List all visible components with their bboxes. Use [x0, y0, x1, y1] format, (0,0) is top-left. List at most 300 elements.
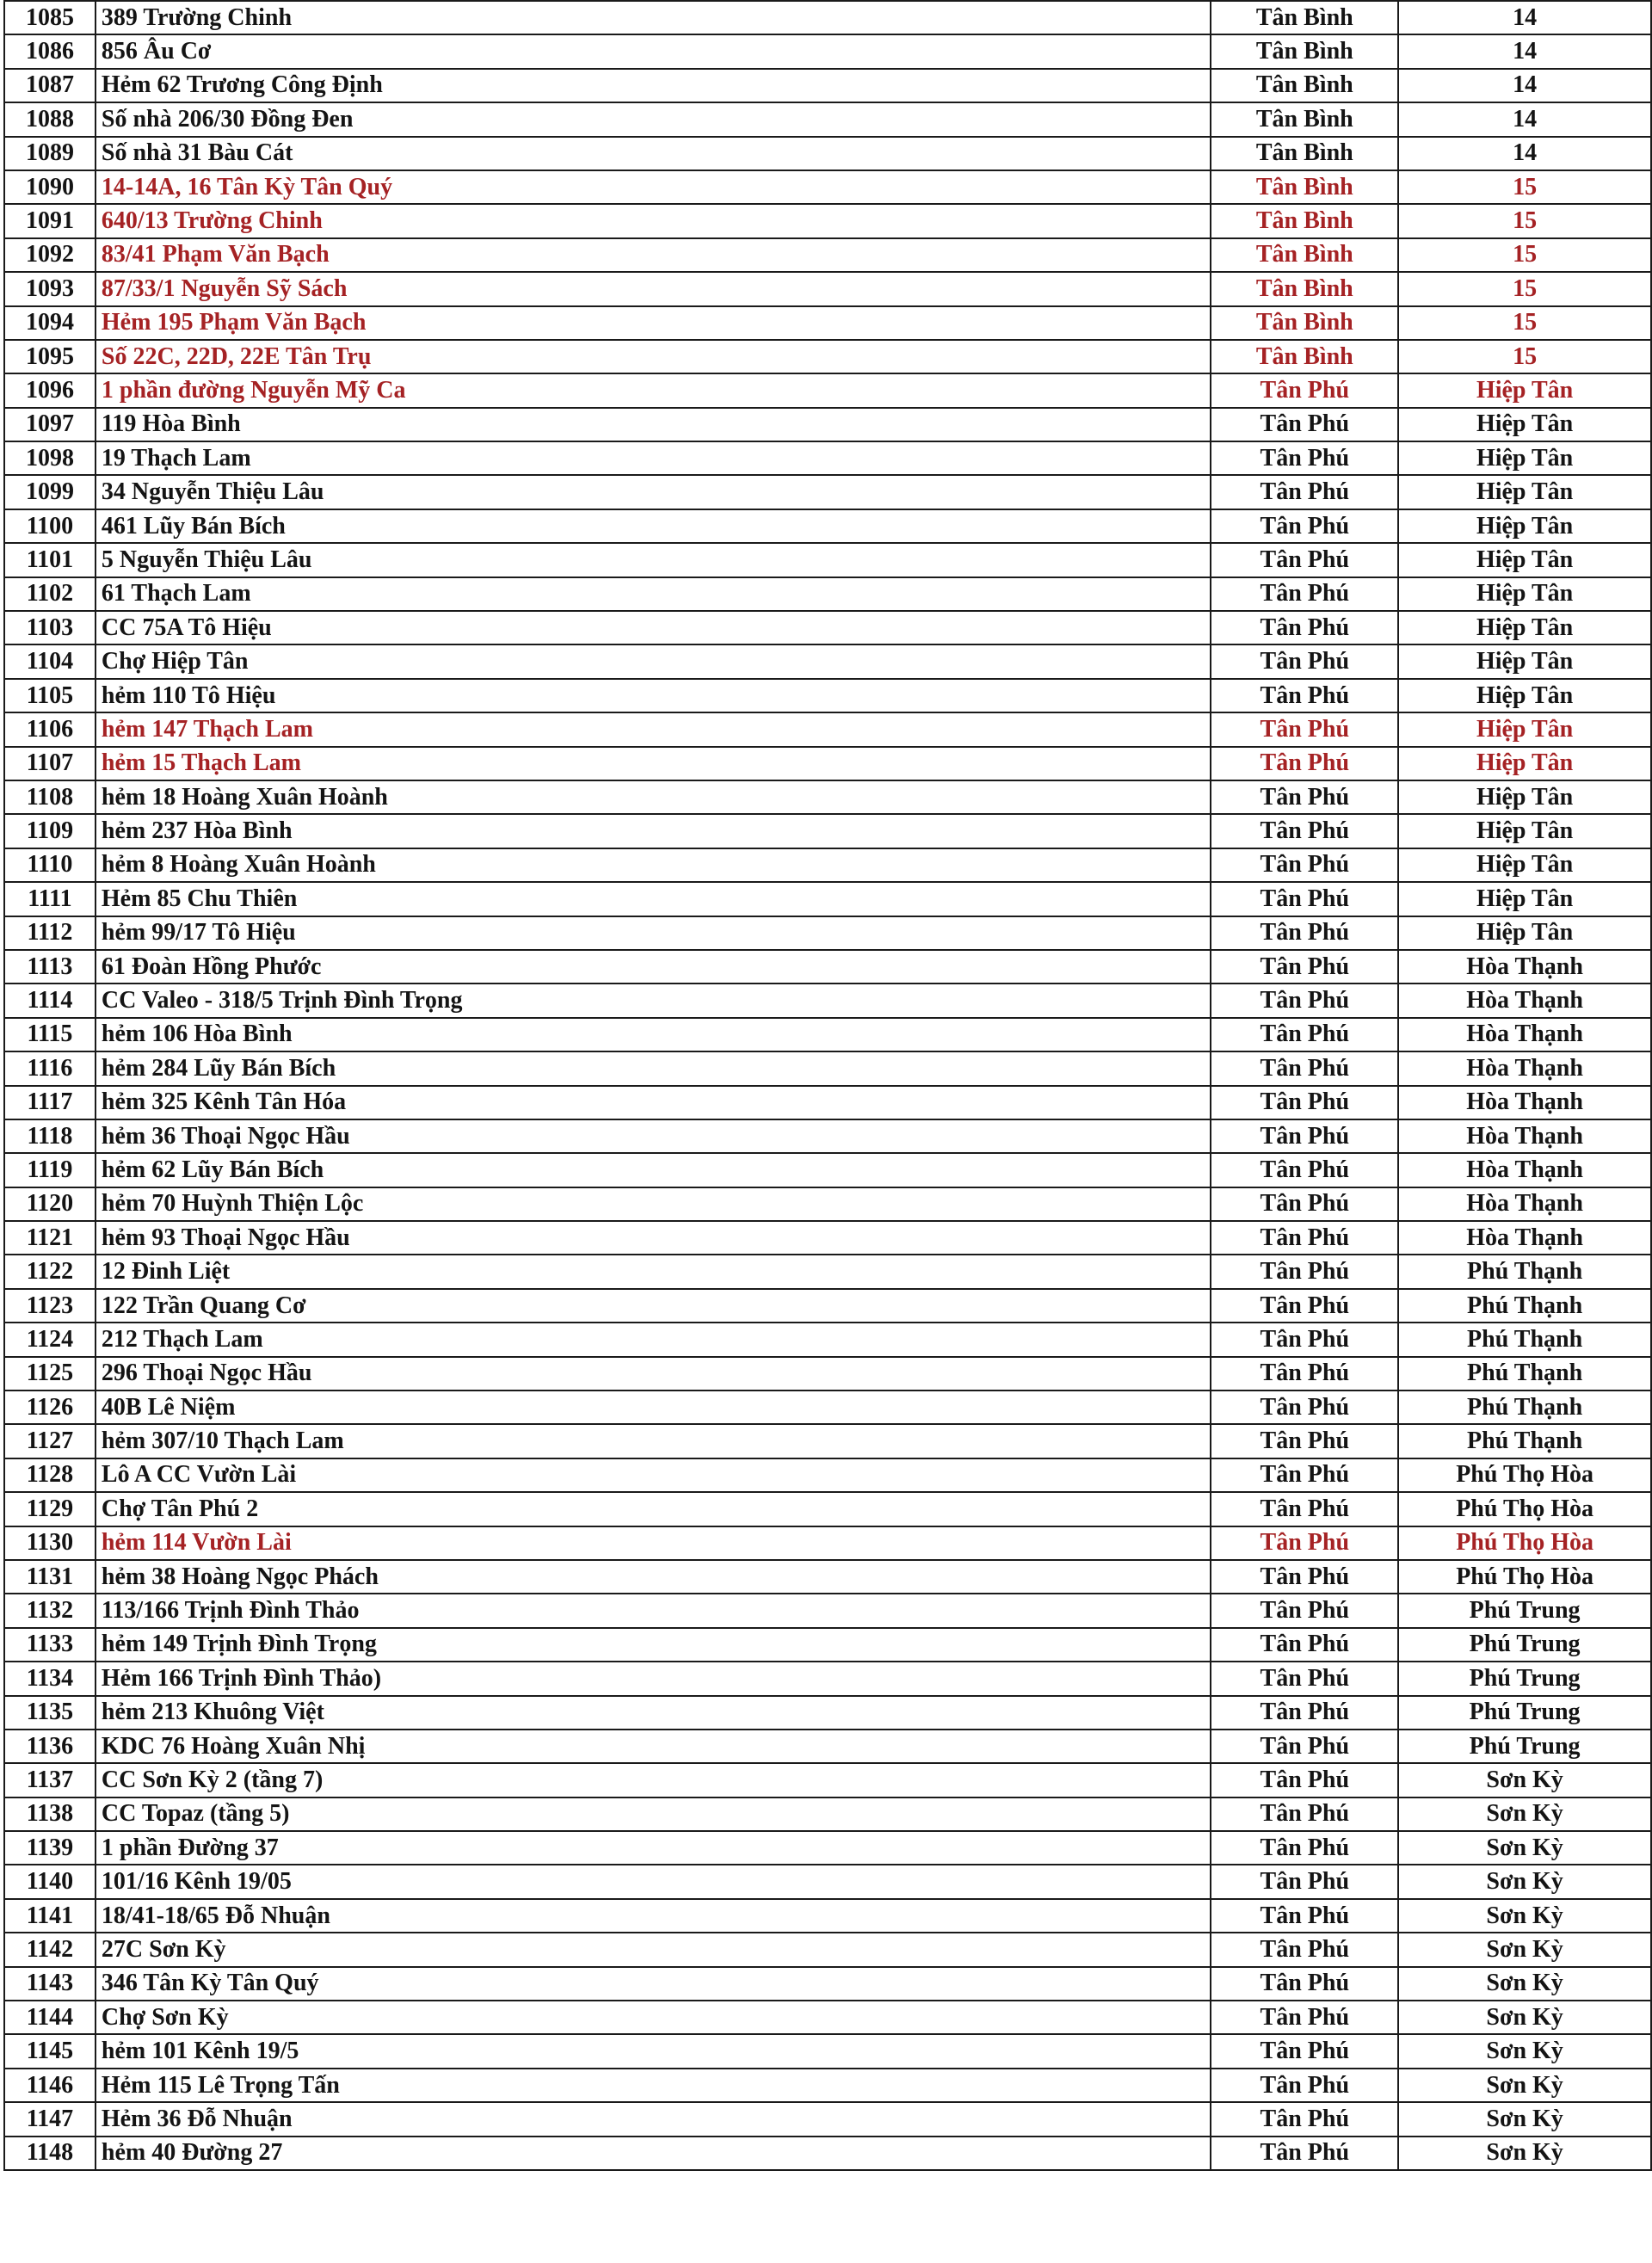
row-number-cell: 1133 — [4, 1628, 96, 1662]
ward-cell: Hòa Thạnh — [1398, 1221, 1651, 1255]
row-number-cell: 1095 — [4, 340, 96, 373]
row-number-cell: 1086 — [4, 34, 96, 68]
district-cell: Tân Phú — [1211, 475, 1398, 509]
address-cell: Hẻm 62 Trương Công Định — [96, 69, 1211, 102]
ward-cell: 14 — [1398, 34, 1651, 68]
table-row — [4, 272, 1651, 305]
district-cell: Tân Phú — [1211, 1357, 1398, 1390]
district-cell: Tân Phú — [1211, 1899, 1398, 1933]
table-row — [4, 1424, 1651, 1458]
address-cell: Hẻm 115 Lê Trọng Tấn — [96, 2069, 1211, 2102]
table-row — [4, 1018, 1651, 1051]
table-row — [4, 204, 1651, 237]
table-row — [4, 1933, 1651, 1966]
district-cell: Tân Phú — [1211, 1865, 1398, 1898]
table-row — [4, 475, 1651, 509]
row-number-cell: 1102 — [4, 577, 96, 611]
table-row — [4, 69, 1651, 102]
address-cell: Lô A CC Vườn Lài — [96, 1458, 1211, 1492]
ward-cell: Hiệp Tân — [1398, 814, 1651, 848]
address-cell: 18/41-18/65 Đỗ Nhuận — [96, 1899, 1211, 1933]
ward-cell: Sơn Kỳ — [1398, 1763, 1651, 1797]
row-number-cell: 1134 — [4, 1662, 96, 1695]
row-number-cell: 1143 — [4, 1967, 96, 2001]
ward-cell: 14 — [1398, 137, 1651, 170]
address-cell: hẻm 307/10 Thạch Lam — [96, 1424, 1211, 1458]
address-cell: Số 22C, 22D, 22E Tân Trụ — [96, 340, 1211, 373]
district-cell: Tân Phú — [1211, 509, 1398, 543]
table-row — [4, 1831, 1651, 1865]
district-cell: Tân Phú — [1211, 2001, 1398, 2034]
ward-cell: Hiệp Tân — [1398, 848, 1651, 882]
row-number-cell: 1121 — [4, 1221, 96, 1255]
address-cell: Số nhà 206/30 Đồng Đen — [96, 102, 1211, 136]
table-row — [4, 780, 1651, 814]
address-cell: 119 Hòa Bình — [96, 408, 1211, 441]
district-cell: Tân Bình — [1211, 238, 1398, 272]
district-cell: Tân Phú — [1211, 1323, 1398, 1356]
ward-cell: Sơn Kỳ — [1398, 1797, 1651, 1831]
row-number-cell: 1112 — [4, 916, 96, 950]
address-cell: hẻm 149 Trịnh Đình Trọng — [96, 1628, 1211, 1662]
row-number-cell: 1113 — [4, 950, 96, 984]
ward-cell: Sơn Kỳ — [1398, 1831, 1651, 1865]
address-cell: Hẻm 166 Trịnh Đình Thảo) — [96, 1662, 1211, 1695]
table-row — [4, 1086, 1651, 1119]
address-cell: Chợ Sơn Kỳ — [96, 2001, 1211, 2034]
district-cell: Tân Phú — [1211, 1255, 1398, 1288]
table-row — [4, 1323, 1651, 1356]
address-cell: 856 Âu Cơ — [96, 34, 1211, 68]
district-cell: Tân Phú — [1211, 1831, 1398, 1865]
row-number-cell: 1096 — [4, 373, 96, 407]
address-table-body — [4, 1, 1651, 2170]
address-cell: hẻm 62 Lũy Bán Bích — [96, 1153, 1211, 1187]
district-cell: Tân Phú — [1211, 611, 1398, 644]
address-cell: 19 Thạch Lam — [96, 441, 1211, 475]
table-row — [4, 644, 1651, 678]
row-number-cell: 1145 — [4, 2034, 96, 2068]
district-cell: Tân Phú — [1211, 408, 1398, 441]
table-row — [4, 373, 1651, 407]
address-cell: Số nhà 31 Bàu Cát — [96, 137, 1211, 170]
row-number-cell: 1101 — [4, 543, 96, 577]
address-cell: Hẻm 195 Phạm Văn Bạch — [96, 306, 1211, 340]
ward-cell: Hòa Thạnh — [1398, 1051, 1651, 1085]
table-row — [4, 848, 1651, 882]
row-number-cell: 1146 — [4, 2069, 96, 2102]
row-number-cell: 1115 — [4, 1018, 96, 1051]
row-number-cell: 1123 — [4, 1289, 96, 1323]
table-row — [4, 2069, 1651, 2102]
district-cell: Tân Phú — [1211, 679, 1398, 712]
district-cell: Tân Phú — [1211, 1797, 1398, 1831]
district-cell: Tân Bình — [1211, 69, 1398, 102]
ward-cell: Phú Trung — [1398, 1696, 1651, 1730]
ward-cell: 15 — [1398, 272, 1651, 305]
address-cell: 34 Nguyễn Thiệu Lâu — [96, 475, 1211, 509]
table-row — [4, 306, 1651, 340]
table-row — [4, 1221, 1651, 1255]
table-row — [4, 340, 1651, 373]
ward-cell: Phú Thạnh — [1398, 1424, 1651, 1458]
row-number-cell: 1090 — [4, 170, 96, 204]
district-cell: Tân Phú — [1211, 543, 1398, 577]
address-cell: hẻm 38 Hoàng Ngọc Phách — [96, 1560, 1211, 1594]
address-cell: Hẻm 85 Chu Thiên — [96, 882, 1211, 916]
table-row — [4, 1594, 1651, 1627]
ward-cell: Hiệp Tân — [1398, 373, 1651, 407]
address-cell: hẻm 93 Thoại Ngọc Hầu — [96, 1221, 1211, 1255]
ward-cell: Hòa Thạnh — [1398, 1187, 1651, 1221]
table-row — [4, 882, 1651, 916]
row-number-cell: 1107 — [4, 747, 96, 780]
ward-cell: Sơn Kỳ — [1398, 1933, 1651, 1966]
row-number-cell: 1125 — [4, 1357, 96, 1390]
address-cell: 12 Đinh Liệt — [96, 1255, 1211, 1288]
table-row — [4, 1899, 1651, 1933]
ward-cell: Hiệp Tân — [1398, 441, 1651, 475]
district-cell: Tân Phú — [1211, 644, 1398, 678]
ward-cell: 15 — [1398, 238, 1651, 272]
row-number-cell: 1142 — [4, 1933, 96, 1966]
address-cell: 87/33/1 Nguyễn Sỹ Sách — [96, 272, 1211, 305]
table-row — [4, 543, 1651, 577]
table-row — [4, 1, 1651, 34]
address-table — [3, 0, 1652, 2171]
row-number-cell: 1091 — [4, 204, 96, 237]
district-cell: Tân Bình — [1211, 204, 1398, 237]
row-number-cell: 1117 — [4, 1086, 96, 1119]
district-cell: Tân Bình — [1211, 1, 1398, 34]
address-cell: 61 Thạch Lam — [96, 577, 1211, 611]
ward-cell: 15 — [1398, 306, 1651, 340]
ward-cell: Sơn Kỳ — [1398, 1865, 1651, 1898]
address-cell: hẻm 237 Hòa Bình — [96, 814, 1211, 848]
row-number-cell: 1094 — [4, 306, 96, 340]
ward-cell: Phú Thọ Hòa — [1398, 1492, 1651, 1526]
address-cell: hẻm 40 Đường 27 — [96, 2137, 1211, 2170]
table-row — [4, 1255, 1651, 1288]
district-cell: Tân Phú — [1211, 2137, 1398, 2170]
address-cell: CC Sơn Kỳ 2 (tầng 7) — [96, 1763, 1211, 1797]
row-number-cell: 1136 — [4, 1730, 96, 1763]
address-cell: hẻm 18 Hoàng Xuân Hoành — [96, 780, 1211, 814]
table-row — [4, 2102, 1651, 2136]
district-cell: Tân Phú — [1211, 1967, 1398, 2001]
table-row — [4, 408, 1651, 441]
address-cell: hẻm 106 Hòa Bình — [96, 1018, 1211, 1051]
ward-cell: Hiệp Tân — [1398, 882, 1651, 916]
address-cell: CC Valeo - 318/5 Trịnh Đình Trọng — [96, 984, 1211, 1017]
table-row — [4, 1289, 1651, 1323]
address-cell: hẻm 99/17 Tô Hiệu — [96, 916, 1211, 950]
district-cell: Tân Phú — [1211, 1730, 1398, 1763]
ward-cell: Phú Thạnh — [1398, 1323, 1651, 1356]
row-number-cell: 1114 — [4, 984, 96, 1017]
district-cell: Tân Phú — [1211, 1424, 1398, 1458]
district-cell: Tân Phú — [1211, 1662, 1398, 1695]
row-number-cell: 1126 — [4, 1390, 96, 1424]
address-cell: 40B Lê Niệm — [96, 1390, 1211, 1424]
ward-cell: Phú Trung — [1398, 1730, 1651, 1763]
ward-cell: Hiệp Tân — [1398, 916, 1651, 950]
district-cell: Tân Phú — [1211, 2034, 1398, 2068]
ward-cell: Hiệp Tân — [1398, 611, 1651, 644]
district-cell: Tân Phú — [1211, 1696, 1398, 1730]
district-cell: Tân Bình — [1211, 102, 1398, 136]
district-cell: Tân Phú — [1211, 2069, 1398, 2102]
district-cell: Tân Phú — [1211, 1018, 1398, 1051]
row-number-cell: 1100 — [4, 509, 96, 543]
table-row — [4, 170, 1651, 204]
row-number-cell: 1098 — [4, 441, 96, 475]
district-cell: Tân Bình — [1211, 306, 1398, 340]
row-number-cell: 1131 — [4, 1560, 96, 1594]
address-cell: 296 Thoại Ngọc Hầu — [96, 1357, 1211, 1390]
row-number-cell: 1106 — [4, 712, 96, 746]
district-cell: Tân Phú — [1211, 1119, 1398, 1153]
district-cell: Tân Phú — [1211, 848, 1398, 882]
ward-cell: Hòa Thạnh — [1398, 1018, 1651, 1051]
row-number-cell: 1088 — [4, 102, 96, 136]
row-number-cell: 1099 — [4, 475, 96, 509]
ward-cell: Sơn Kỳ — [1398, 2069, 1651, 2102]
row-number-cell: 1132 — [4, 1594, 96, 1627]
address-cell: 122 Trần Quang Cơ — [96, 1289, 1211, 1323]
ward-cell: 14 — [1398, 69, 1651, 102]
address-cell: hẻm 325 Kênh Tân Hóa — [96, 1086, 1211, 1119]
address-cell: hẻm 147 Thạch Lam — [96, 712, 1211, 746]
address-cell: 101/16 Kênh 19/05 — [96, 1865, 1211, 1898]
ward-cell: Hiệp Tân — [1398, 543, 1651, 577]
district-cell: Tân Phú — [1211, 984, 1398, 1017]
district-cell: Tân Phú — [1211, 950, 1398, 984]
ward-cell: 14 — [1398, 1, 1651, 34]
table-row — [4, 1967, 1651, 2001]
district-cell: Tân Phú — [1211, 780, 1398, 814]
district-cell: Tân Phú — [1211, 814, 1398, 848]
address-cell: 461 Lũy Bán Bích — [96, 509, 1211, 543]
row-number-cell: 1085 — [4, 1, 96, 34]
table-row — [4, 102, 1651, 136]
table-row — [4, 2034, 1651, 2068]
row-number-cell: 1129 — [4, 1492, 96, 1526]
row-number-cell: 1105 — [4, 679, 96, 712]
table-row — [4, 814, 1651, 848]
address-cell: 389 Trường Chinh — [96, 1, 1211, 34]
table-row — [4, 984, 1651, 1017]
district-cell: Tân Phú — [1211, 1221, 1398, 1255]
district-cell: Tân Phú — [1211, 1560, 1398, 1594]
table-row — [4, 916, 1651, 950]
ward-cell: Hiệp Tân — [1398, 475, 1651, 509]
table-row — [4, 2001, 1651, 2034]
table-row — [4, 1696, 1651, 1730]
row-number-cell: 1137 — [4, 1763, 96, 1797]
district-cell: Tân Bình — [1211, 340, 1398, 373]
ward-cell: 14 — [1398, 102, 1651, 136]
ward-cell: Sơn Kỳ — [1398, 2034, 1651, 2068]
district-cell: Tân Phú — [1211, 1763, 1398, 1797]
address-cell: hẻm 36 Thoại Ngọc Hầu — [96, 1119, 1211, 1153]
district-cell: Tân Bình — [1211, 137, 1398, 170]
ward-cell: Phú Thọ Hòa — [1398, 1458, 1651, 1492]
ward-cell: Phú Thạnh — [1398, 1357, 1651, 1390]
address-cell: 14-14A, 16 Tân Kỳ Tân Quý — [96, 170, 1211, 204]
ward-cell: 15 — [1398, 170, 1651, 204]
address-cell: 212 Thạch Lam — [96, 1323, 1211, 1356]
table-row — [4, 137, 1651, 170]
district-cell: Tân Phú — [1211, 373, 1398, 407]
address-cell: 61 Đoàn Hồng Phước — [96, 950, 1211, 984]
district-cell: Tân Phú — [1211, 1051, 1398, 1085]
row-number-cell: 1144 — [4, 2001, 96, 2034]
address-cell: hẻm 213 Khuông Việt — [96, 1696, 1211, 1730]
district-cell: Tân Phú — [1211, 1526, 1398, 1560]
row-number-cell: 1147 — [4, 2102, 96, 2136]
row-number-cell: 1140 — [4, 1865, 96, 1898]
table-row — [4, 1390, 1651, 1424]
table-row — [4, 238, 1651, 272]
address-cell: 1 phần đường Nguyễn Mỹ Ca — [96, 373, 1211, 407]
table-row — [4, 1628, 1651, 1662]
ward-cell: Phú Thọ Hòa — [1398, 1526, 1651, 1560]
ward-cell: Sơn Kỳ — [1398, 2001, 1651, 2034]
table-row — [4, 1051, 1651, 1085]
row-number-cell: 1128 — [4, 1458, 96, 1492]
ward-cell: Sơn Kỳ — [1398, 2102, 1651, 2136]
ward-cell: Hiệp Tân — [1398, 679, 1651, 712]
ward-cell: Phú Thạnh — [1398, 1390, 1651, 1424]
table-row — [4, 712, 1651, 746]
ward-cell: Hòa Thạnh — [1398, 950, 1651, 984]
district-cell: Tân Phú — [1211, 1289, 1398, 1323]
address-cell: Chợ Tân Phú 2 — [96, 1492, 1211, 1526]
table-row — [4, 950, 1651, 984]
row-number-cell: 1118 — [4, 1119, 96, 1153]
district-cell: Tân Phú — [1211, 1458, 1398, 1492]
table-row — [4, 679, 1651, 712]
row-number-cell: 1089 — [4, 137, 96, 170]
address-cell: hẻm 8 Hoàng Xuân Hoành — [96, 848, 1211, 882]
table-row — [4, 1187, 1651, 1221]
ward-cell: Phú Thạnh — [1398, 1255, 1651, 1288]
address-cell: hẻm 110 Tô Hiệu — [96, 679, 1211, 712]
table-row — [4, 1458, 1651, 1492]
district-cell: Tân Phú — [1211, 1628, 1398, 1662]
address-cell: Chợ Hiệp Tân — [96, 644, 1211, 678]
table-row — [4, 611, 1651, 644]
row-number-cell: 1104 — [4, 644, 96, 678]
table-row — [4, 1797, 1651, 1831]
table-row — [4, 1119, 1651, 1153]
table-row — [4, 509, 1651, 543]
row-number-cell: 1139 — [4, 1831, 96, 1865]
address-cell: hẻm 101 Kênh 19/5 — [96, 2034, 1211, 2068]
table-row — [4, 1865, 1651, 1898]
row-number-cell: 1108 — [4, 780, 96, 814]
address-cell: 346 Tân Kỳ Tân Quý — [96, 1967, 1211, 2001]
address-cell: 113/166 Trịnh Đình Thảo — [96, 1594, 1211, 1627]
district-cell: Tân Phú — [1211, 1390, 1398, 1424]
ward-cell: Phú Trung — [1398, 1594, 1651, 1627]
ward-cell: Hiệp Tân — [1398, 577, 1651, 611]
ward-cell: Hòa Thạnh — [1398, 984, 1651, 1017]
district-cell: Tân Phú — [1211, 1492, 1398, 1526]
ward-cell: Sơn Kỳ — [1398, 1967, 1651, 2001]
row-number-cell: 1124 — [4, 1323, 96, 1356]
row-number-cell: 1103 — [4, 611, 96, 644]
address-cell: hẻm 15 Thạch Lam — [96, 747, 1211, 780]
ward-cell: Phú Trung — [1398, 1662, 1651, 1695]
row-number-cell: 1119 — [4, 1153, 96, 1187]
address-cell: CC Topaz (tầng 5) — [96, 1797, 1211, 1831]
district-cell: Tân Phú — [1211, 916, 1398, 950]
table-row — [4, 1153, 1651, 1187]
address-cell: 83/41 Phạm Văn Bạch — [96, 238, 1211, 272]
district-cell: Tân Phú — [1211, 882, 1398, 916]
row-number-cell: 1087 — [4, 69, 96, 102]
address-cell: 1 phần Đường 37 — [96, 1831, 1211, 1865]
table-row — [4, 34, 1651, 68]
table-row — [4, 1560, 1651, 1594]
address-cell: hẻm 284 Lũy Bán Bích — [96, 1051, 1211, 1085]
table-row — [4, 2137, 1651, 2170]
address-cell: KDC 76 Hoàng Xuân Nhị — [96, 1730, 1211, 1763]
row-number-cell: 1109 — [4, 814, 96, 848]
row-number-cell: 1116 — [4, 1051, 96, 1085]
ward-cell: Hiệp Tân — [1398, 747, 1651, 780]
ward-cell: Hiệp Tân — [1398, 408, 1651, 441]
ward-cell: Hiệp Tân — [1398, 509, 1651, 543]
district-cell: Tân Phú — [1211, 1153, 1398, 1187]
address-cell: hẻm 114 Vườn Lài — [96, 1526, 1211, 1560]
table-row — [4, 1526, 1651, 1560]
row-number-cell: 1111 — [4, 882, 96, 916]
ward-cell: Phú Thọ Hòa — [1398, 1560, 1651, 1594]
address-cell: 27C Sơn Kỳ — [96, 1933, 1211, 1966]
district-cell: Tân Bình — [1211, 34, 1398, 68]
table-row — [4, 577, 1651, 611]
ward-cell: Hòa Thạnh — [1398, 1086, 1651, 1119]
district-cell: Tân Bình — [1211, 170, 1398, 204]
row-number-cell: 1122 — [4, 1255, 96, 1288]
district-cell: Tân Phú — [1211, 2102, 1398, 2136]
row-number-cell: 1135 — [4, 1696, 96, 1730]
district-cell: Tân Phú — [1211, 747, 1398, 780]
address-cell: Hẻm 36 Đỗ Nhuận — [96, 2102, 1211, 2136]
ward-cell: 15 — [1398, 340, 1651, 373]
district-cell: Tân Phú — [1211, 1594, 1398, 1627]
district-cell: Tân Phú — [1211, 1086, 1398, 1119]
table-row — [4, 1763, 1651, 1797]
row-number-cell: 1097 — [4, 408, 96, 441]
table-row — [4, 1492, 1651, 1526]
address-cell: CC 75A Tô Hiệu — [96, 611, 1211, 644]
ward-cell: Hiệp Tân — [1398, 644, 1651, 678]
ward-cell: Phú Thạnh — [1398, 1289, 1651, 1323]
ward-cell: 15 — [1398, 204, 1651, 237]
district-cell: Tân Phú — [1211, 577, 1398, 611]
row-number-cell: 1148 — [4, 2137, 96, 2170]
district-cell: Tân Phú — [1211, 441, 1398, 475]
row-number-cell: 1130 — [4, 1526, 96, 1560]
address-cell: hẻm 70 Huỳnh Thiện Lộc — [96, 1187, 1211, 1221]
ward-cell: Sơn Kỳ — [1398, 2137, 1651, 2170]
row-number-cell: 1092 — [4, 238, 96, 272]
row-number-cell: 1141 — [4, 1899, 96, 1933]
